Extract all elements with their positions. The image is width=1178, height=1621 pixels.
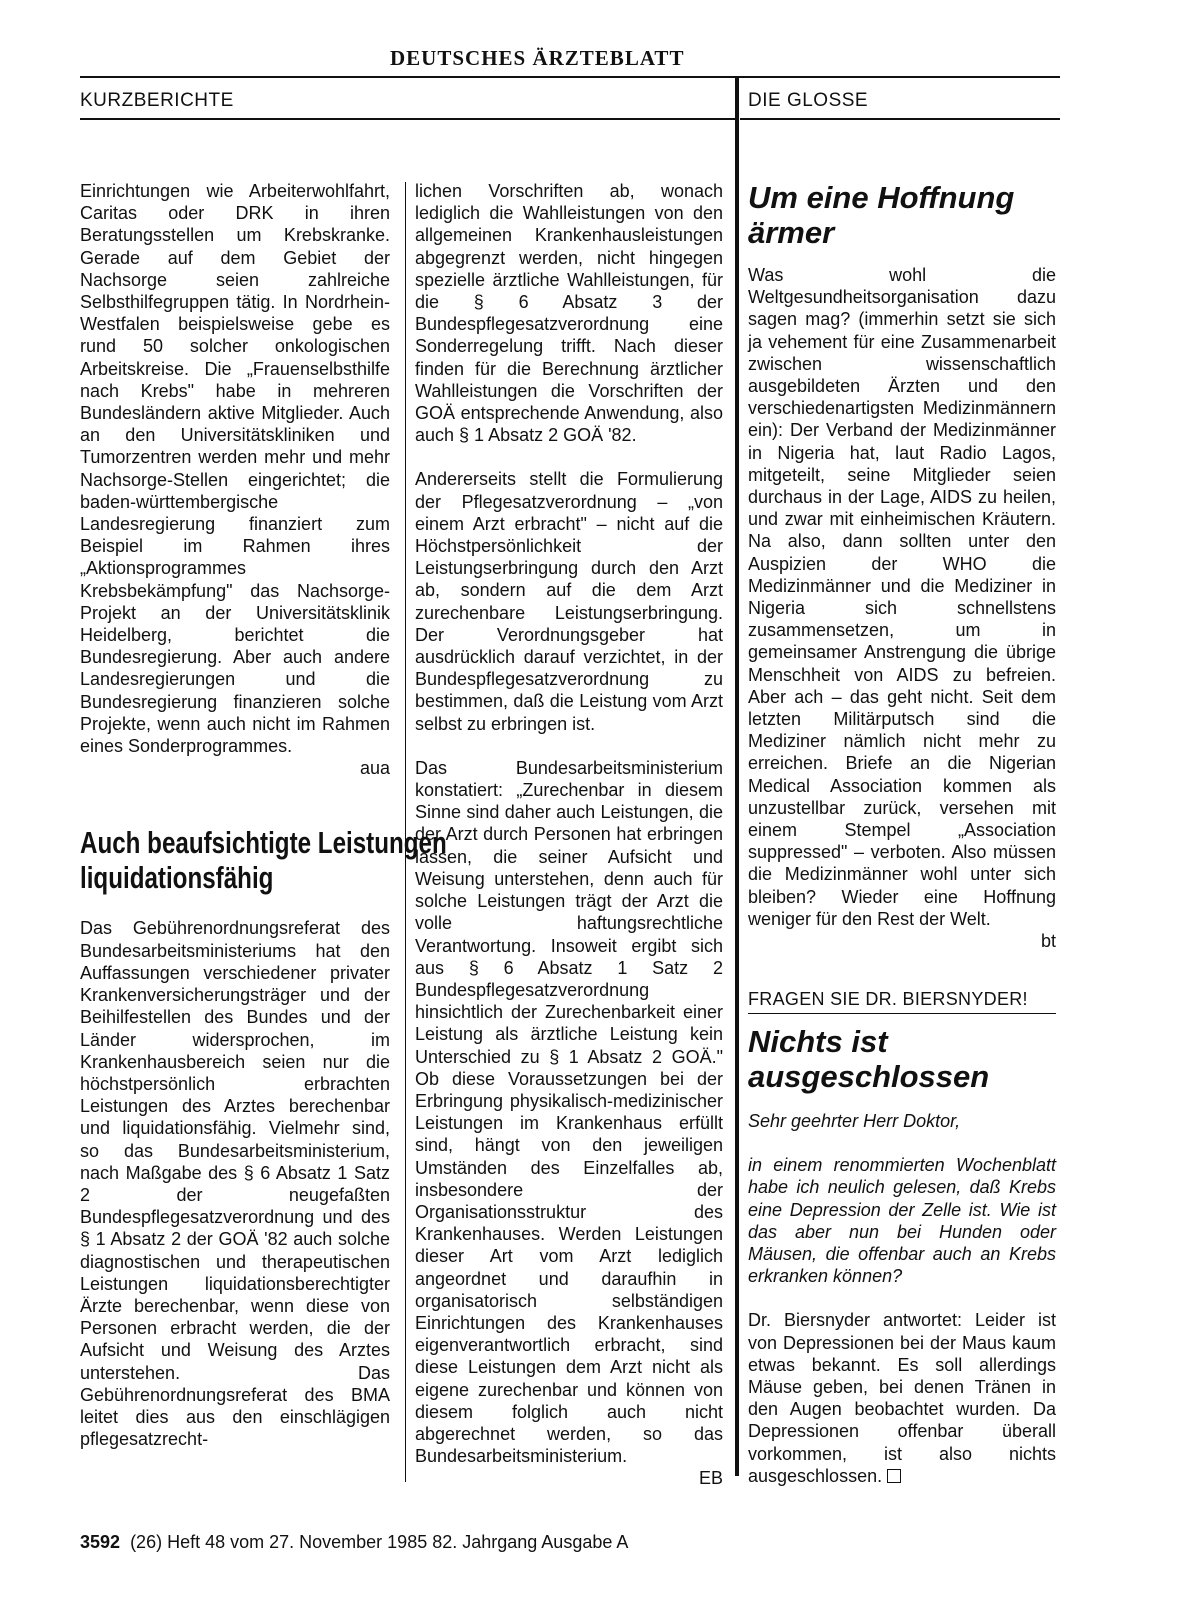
author-signature: bt [1040,931,1056,952]
column-right [748,180,1056,1487]
body-paragraph: Das Bundesarbeitsministerium konstatiert: „Zurechenbar in diesem Sinne sind daher auch Leistungen, die der Arzt durch Personen hat erbringen lassen, die seiner Aufsicht und Weisung unterstehen, denn auch für solche Leistungen trägt der Arzt die volle haftungsrechtliche Verantwortung. Insoweit ergibt sich aus § 6 Absatz 1 Satz 2 Bundespflegesatzverordnung hinsichtlich der Zurechenbarkeit einer Leistung als ärztliche Leistung kein Unterschied zu § 1 Absatz 2 GOÄ." Ob diese Voraussetzungen bei der Erbringung physikalisch-medizinischer Leistungen im Krankenhaus erfüllt sind, hängt von den jeweiligen Umständen des Einzelfalles ab, insbesondere der Organisationsstruktur des Krankenhauses. Werden Leistungen dieser Art vom Arzt lediglich angeordnet und daraufhin in organisatorisch selbständigen Einrichtungen des Krankenhauses eigenverantwortlich erbracht, sind diese Leistungen dem Arzt nicht als eigene zurechenbar und können von diesem folglich auch nicht abgerechnet werden, so das Bundesarbeitsministerium. [415,757,723,1467]
glosse-headline: Um eine Hoffnung ärmer [748,180,1015,250]
author-signature: aua [359,758,390,779]
section-rule-right [740,118,1060,120]
body-paragraph: Das Gebührenordnungsreferat des Bundesarbeitsministeriums hat den Auffassungen verschiedener privater Krankenversicherungsträger und der Beihilfestellen des Bundes und der Länder widersprochen, im Krankenhausbereich seien nur die höchstpersönlich erbrachten Leistungen des Arztes berechenbar und liquidationsfähig. Vielmehr sind, so das Bundesarbeitsministerium, nach Maßgabe des § 6 Absatz 1 Satz 2 der neugefaßten Bundespflegesatzverordnung und des § 1 Absatz 2 der GOÄ '82 auch solche diagnostischen und therapeutischen Leistungen liquidationsberechtigter Ärzte berechenbar, wenn diese von Personen erbracht werden, die der Aufsicht und Weisung des Arztes unterstehen. Das Gebührenordnungsreferat des BMA leitet dies aus den einschlägigen pflegesatzrecht- [80,918,390,1450]
section-label-glosse: DIE GLOSSE [748,90,869,111]
letter-answer: Dr. Biersnyder antwortet: Leider ist von Depressionen bei der Maus kaum etwas bekannt. Es soll allerdings Mäuse geben, bei denen Tränen in den Augen beobachtet wurden. Da Depressionen offenbar überall vorkommen, ist also nichts ausgeschlossen. [748,1310,1056,1486]
body-paragraph: Andererseits stellt die Formulierung der Pflegesatzverordnung – „von einem Arzt erbracht" – nicht auf die Höchstpersönlichkeit der Leistungserbringung durch den Arzt ab, sondern auf die dem Arzt zurechenbare Leistungserbringung. Der Verordnungsgeber hat ausdrücklich darauf verzichtet, in der Bundespflegesatzverordnung zu bestimmen, daß die Leistung vom Arzt selbst zu erbringen ist. [415,469,723,734]
signature-row [748,930,1056,952]
end-of-article-icon [887,1469,901,1483]
issue-info: (26) Heft 48 vom 27. November 1985 82. Jahrgang Ausgabe A [130,1532,629,1552]
author-signature: EB [698,1468,723,1489]
column-divider-thick [735,76,739,1476]
body-paragraph: Was wohl die Weltgesundheitsorganisation dazu sagen mag? (immerhin setzt sie sich ja vehement für eine Zusammenarbeit zwischen wissenschaftlich ausgebildeten Ärzten und den verschiedenartigsten Medizinmännern ein): Der Verband der Medizinmänner in Nigeria hat, laut Radio Lagos, mitgeteilt, seine Mitglieder seien durchaus in der Lage, AIDS zu heilen, und zwar mit einheimischen Kräutern. Na also, dann sollten unter den Auspizien der WHO die Medizinmänner und die Mediziner in Nigeria sich schnellstens zusammensetzen, um in gemeinsamer Anstrengung die übrige Menschheit von AIDS zu befreien. Aber ach – das geht nicht. Seit dem letzten Militärputsch sind die Mediziner nämlich nicht mehr zu erreichen. Briefe an die Nigerian Medical Association kommen als unzustellbar zurück, versehen mit einem Stempel „Association suppressed" – verboten. Also müssen die Medizinmänner wohl unter sich bleiben? Wieder eine Hoffnung weniger für den Rest der Welt. [748,265,1056,929]
letter-salutation: Sehr geehrter Herr Doktor, [748,1111,961,1131]
signature-row [415,1467,723,1489]
signature-row [80,757,390,779]
kicker-rule [748,1013,1056,1015]
section-rule-left [80,118,736,120]
letter-question: in einem renommierten Wochenblatt habe ich neulich gelesen, daß Krebs eine Depression der Zelle ist. Wie ist das aber nun bei Hunden oder Mäusen, die offenbar auch an Krebs erkranken können? [748,1155,1056,1287]
body-paragraph: Einrichtungen wie Arbeiterwohlfahrt, Caritas oder DRK in ihren Beratungsstellen um Krebskranke. Gerade auf dem Gebiet der Nachsorge seien zahlreiche Selbsthilfegruppen tätig. In Nordrhein-Westfalen beispielsweise gebe es rund 50 solcher onkologischen Arbeitskreise. Die „Frauenselbsthilfe nach Krebs" habe in mehreren Bundesländern aktive Mitglieder. Auch an den Universitätskliniken und Tumorzentren werden mehr und mehr Nachsorge-Stellen eingerichtet; die baden-württembergische Landesregierung finanziert zum Beispiel im Rahmen ihres „Aktionsprogrammes Krebsbekämpfung" das Nachsorge-Projekt an der Universitätsklinik Heidelberg, berichtet die Bundesregierung. Aber auch andere Landesregierungen und die Bundesregierung finanzieren solche Projekte, wenn auch nicht im Rahmen eines Sonderprogrammes. [80,181,390,757]
column-left [80,180,447,1450]
article-headline: Auch beaufsichtigte Leistungen liquidationsfähig [80,825,447,896]
section-label-kurzberichte: KURZBERICHTE [80,90,234,111]
qa-headline: Nichts ist ausgeschlossen [748,1024,990,1094]
page-number: 3592 [80,1532,121,1552]
column-middle [415,180,723,1490]
body-paragraph: lichen Vorschriften ab, wonach lediglich die Wahlleistungen von den allgemeinen Krankenhausleistungen abgegrenzt werden, nicht hingegen spezielle ärztliche Wahlleistungen, für die § 6 Absatz 3 der Bundespflegesatzverordnung eine Sonderregelung trifft. Nach dieser finden für die Berechnung ärztlicher Wahlleistungen die Vorschriften der GOÄ entsprechende Anwendung, also auch § 1 Absatz 2 GOÄ '82. [415,181,723,446]
page-footer [80,1532,628,1553]
masthead: DEUTSCHES ÄRZTEBLATT [390,46,685,70]
column-kicker: FRAGEN SIE DR. BIERSNYDER! [748,989,1028,1010]
masthead-rule [80,76,1060,78]
